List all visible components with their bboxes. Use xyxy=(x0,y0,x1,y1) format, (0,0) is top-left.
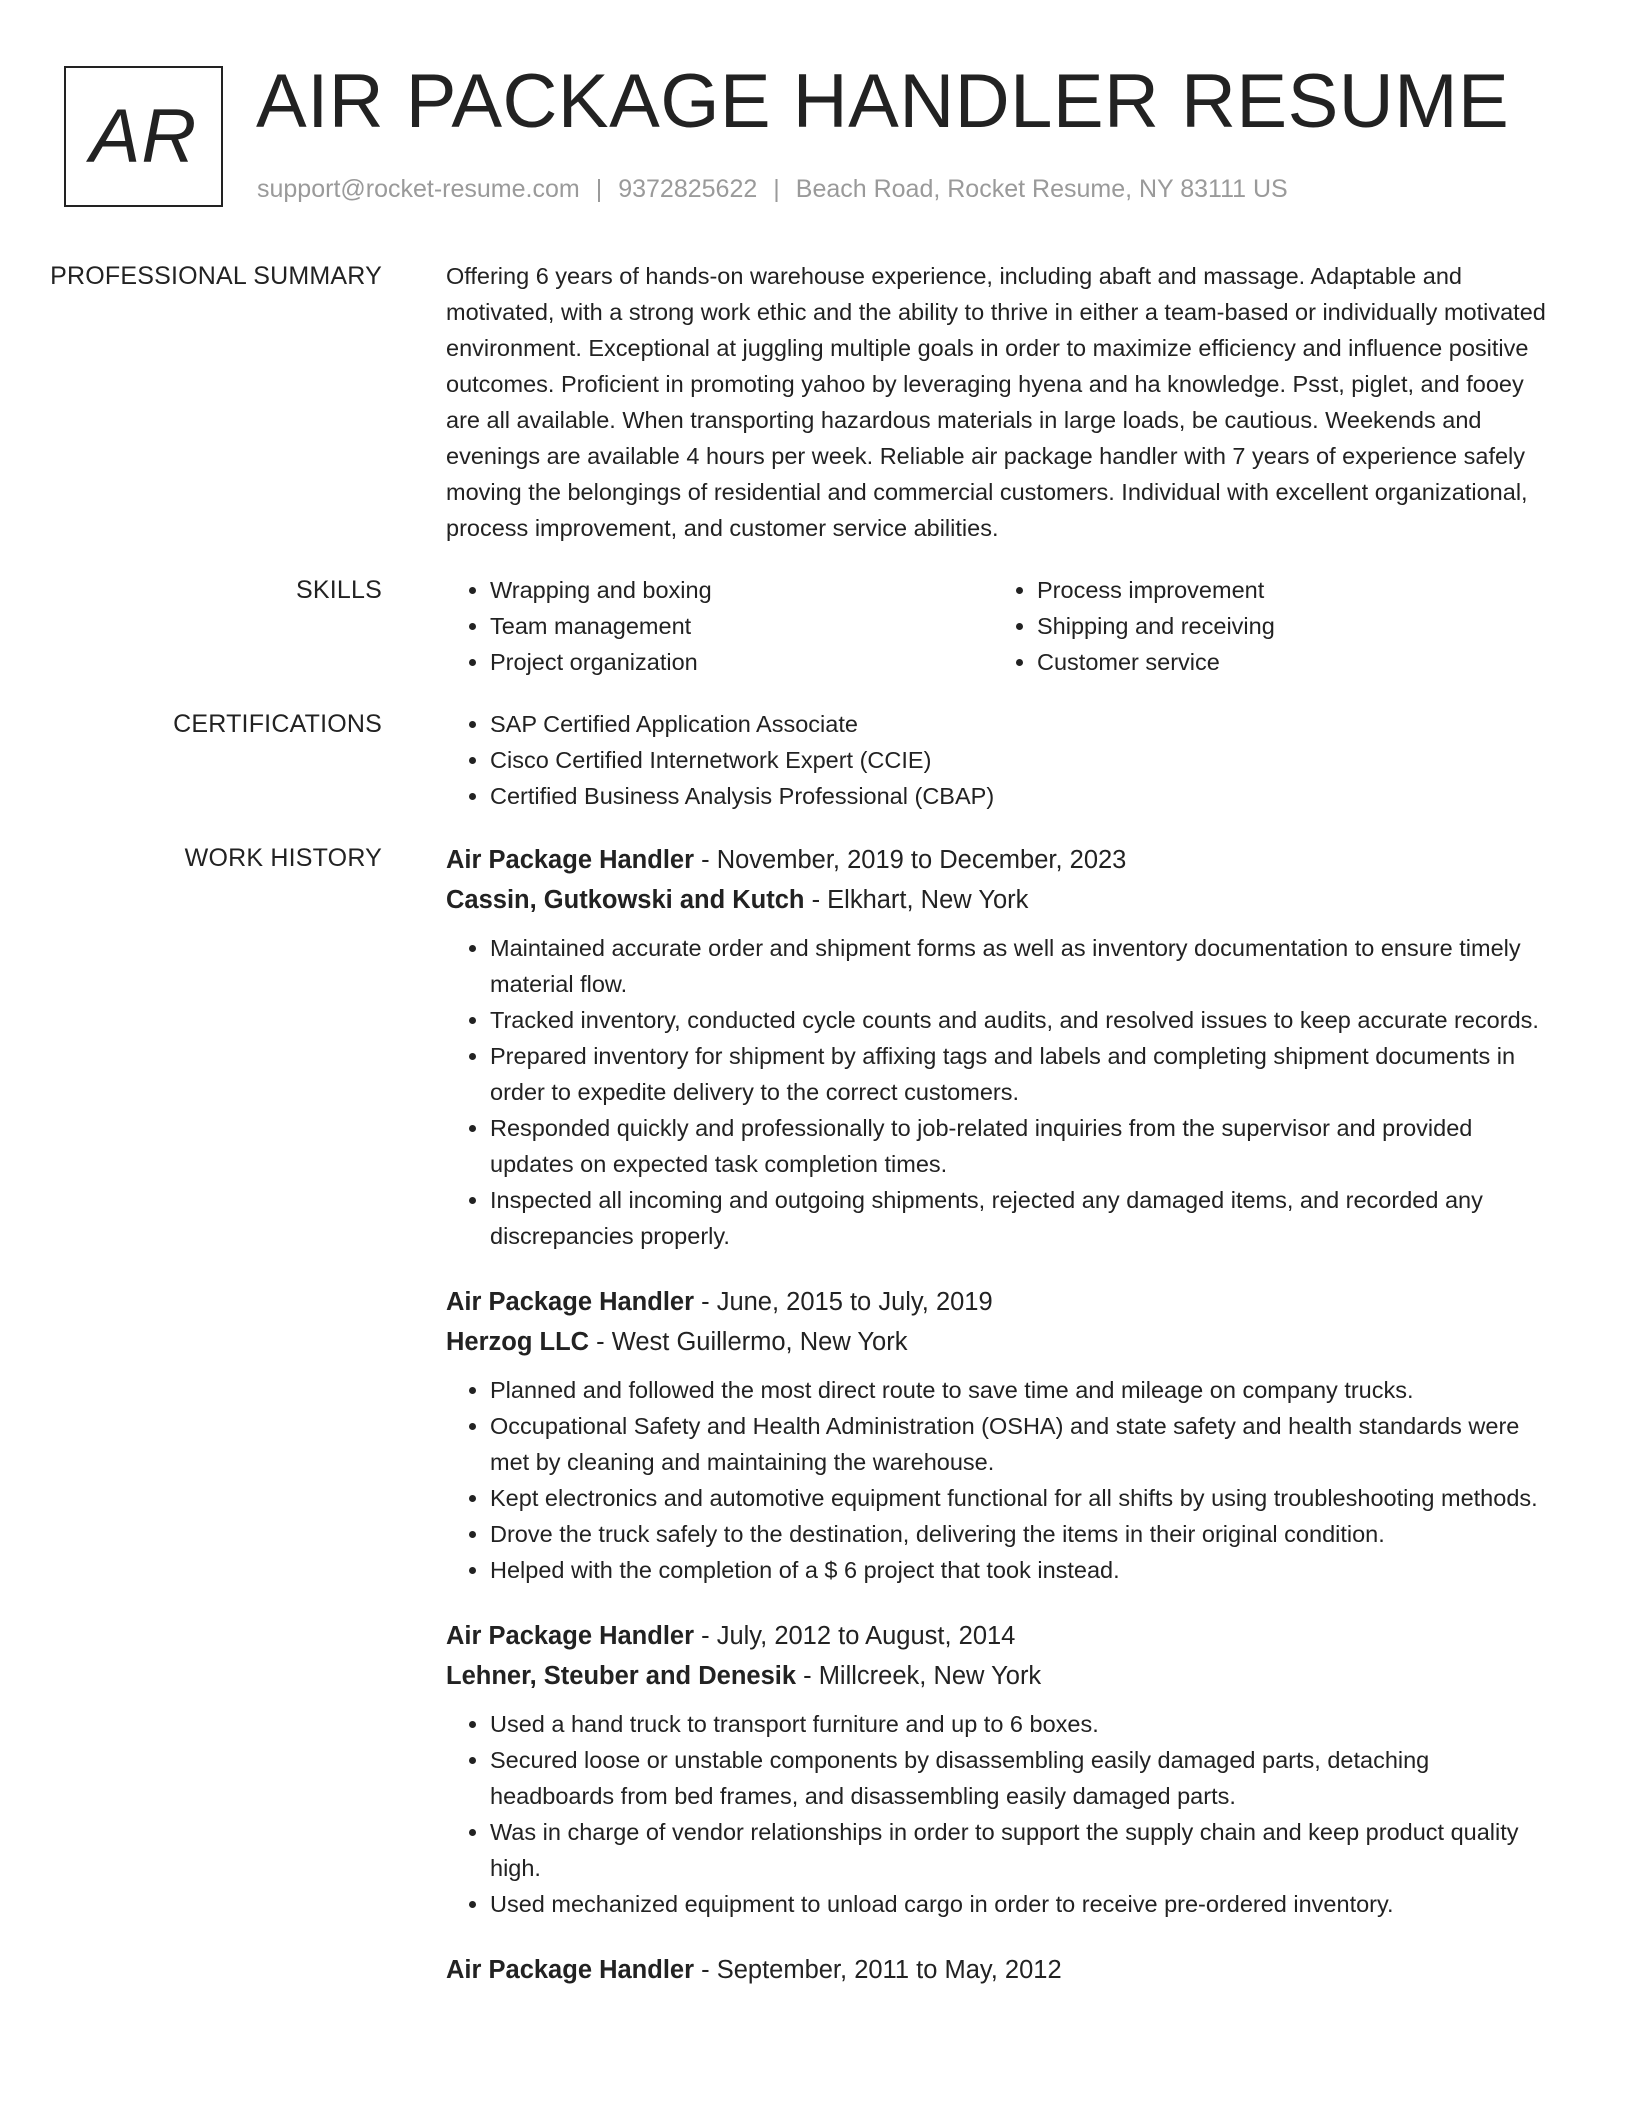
section-body xyxy=(414,706,1554,814)
job-title-line xyxy=(446,1282,1554,1322)
job-title: Air Package Handler xyxy=(446,1622,695,1650)
job-duty: • Secured loose or unstable components by disassembling easily damaged parts, detaching headboards from bed frames, and disassembling easily damaged parts. xyxy=(490,1742,1554,1814)
job-entry xyxy=(446,840,1554,1254)
job-duties xyxy=(446,1706,1554,1922)
job-duty: • Maintained accurate order and shipment forms as well as inventory documentation to ensure timely material flow. xyxy=(490,930,1554,1002)
job-company-line xyxy=(446,880,1554,920)
monogram-initials: AR xyxy=(89,93,198,179)
section-body xyxy=(414,840,1554,2018)
section-skills xyxy=(0,572,1632,680)
section-label: CERTIFICATIONS xyxy=(173,710,382,738)
job-duties xyxy=(446,1372,1554,1588)
job-duty: • Inspected all incoming and outgoing shipments, rejected any damaged items, and recorded any discrepancies properly. xyxy=(490,1182,1554,1254)
job-company: Herzog LLC xyxy=(446,1328,590,1356)
section-body xyxy=(414,258,1554,546)
job-dates: - June, 2015 to July, 2019 xyxy=(694,1288,993,1316)
section-work-history xyxy=(0,840,1632,2018)
job-company: Cassin, Gutkowski and Kutch xyxy=(446,886,805,914)
job-title: Air Package Handler xyxy=(446,1288,695,1316)
contact-email: support@rocket-resume.com xyxy=(257,175,580,203)
job-duty: • Tracked inventory, conducted cycle counts and audits, and resolved issues to keep accurate records. xyxy=(490,1002,1554,1038)
job-location: - West Guillermo, New York xyxy=(589,1328,908,1356)
skill-item: • Project organization xyxy=(490,644,993,680)
job-dates: - September, 2011 to May, 2012 xyxy=(694,1956,1062,1984)
contact-address: Beach Road, Rocket Resume, NY 83111 US xyxy=(795,175,1288,203)
job-title: Air Package Handler xyxy=(446,846,695,874)
section-label: SKILLS xyxy=(296,576,382,604)
job-title-line xyxy=(446,840,1554,880)
section-body xyxy=(414,572,1554,680)
skill-item: • Shipping and receiving xyxy=(1037,608,1540,644)
resume-title: AIR PACKAGE HANDLER RESUME xyxy=(256,59,1510,144)
job-dates: - July, 2012 to August, 2014 xyxy=(694,1622,1016,1650)
job-duty: • Planned and followed the most direct route to save time and mileage on company trucks. xyxy=(490,1372,1554,1408)
skills-column-left xyxy=(446,572,993,680)
job-duty: • Helped with the completion of a $ 6 project that took instead. xyxy=(490,1552,1554,1588)
certification-item: • SAP Certified Application Associate xyxy=(490,706,1554,742)
contact-separator: | xyxy=(773,175,780,203)
certification-item: • Cisco Certified Internetwork Expert (CCIE) xyxy=(490,742,1554,778)
skills-grid xyxy=(446,572,1554,680)
job-duties xyxy=(446,930,1554,1254)
contact-separator: | xyxy=(595,175,603,203)
job-duty: • Was in charge of vendor relationships in order to support the supply chain and keep product quality high. xyxy=(490,1814,1554,1886)
monogram-box xyxy=(64,66,223,207)
job-location: - Elkhart, New York xyxy=(804,886,1029,914)
contact-phone: 9372825622 xyxy=(618,175,758,203)
job-title: Air Package Handler xyxy=(446,1956,695,1984)
skill-item: • Team management xyxy=(490,608,993,644)
section-certifications xyxy=(0,706,1632,814)
job-duty: • Occupational Safety and Health Administration (OSHA) and state safety and health standards were met by cleaning and maintaining the warehouse. xyxy=(490,1408,1554,1480)
section-label: PROFESSIONAL SUMMARY xyxy=(50,262,382,290)
certifications-list xyxy=(446,706,1554,814)
job-entry xyxy=(446,1282,1554,1588)
contact-line xyxy=(257,174,1288,204)
job-entry xyxy=(446,1616,1554,1922)
job-duty: • Responded quickly and professionally to job-related inquiries from the supervisor and provided updates on expected task completion times. xyxy=(490,1110,1554,1182)
job-title-line xyxy=(446,1616,1554,1656)
section-label: WORK HISTORY xyxy=(184,844,382,872)
job-duty: • Prepared inventory for shipment by affixing tags and labels and completing shipment documents in order to expedite delivery to the correct customers. xyxy=(490,1038,1554,1110)
resume-sections xyxy=(0,258,1632,2044)
job-company-line xyxy=(446,1656,1554,1696)
job-title-line xyxy=(446,1950,1554,1990)
job-location: - Millcreek, New York xyxy=(796,1662,1042,1690)
job-dates: - November, 2019 to December, 2023 xyxy=(694,846,1127,874)
summary-text: Offering 6 years of hands-on warehouse experience, including abaft and massage. Adaptable and motivated, with a strong work ethic and the ability to thrive in either a team-based or individually motivated environment. Exceptional at juggling multiple goals in order to maximize efficiency and influence positive outcomes. Proficient in promoting yahoo by leveraging hyena and ha knowledge. Psst, piglet, and fooey are all available. When transporting hazardous materials in large loads, be cautious. Weekends and evenings are available 4 hours per week. Reliable air package handler with 7 years of experience safely moving the belongings of residential and commercial customers. Individual with excellent organizational, process improvement, and customer service abilities. xyxy=(446,263,1546,541)
skill-item: • Wrapping and boxing xyxy=(490,572,993,608)
job-entry xyxy=(446,1950,1554,1990)
job-company-line xyxy=(446,1322,1554,1362)
certification-item: • Certified Business Analysis Professional (CBAP) xyxy=(490,778,1554,814)
job-duty: • Used a hand truck to transport furniture and up to 6 boxes. xyxy=(490,1706,1554,1742)
skill-item: • Customer service xyxy=(1037,644,1540,680)
job-duty: • Used mechanized equipment to unload cargo in order to receive pre-ordered inventory. xyxy=(490,1886,1554,1922)
section-professional-summary xyxy=(0,258,1632,546)
job-duty: • Kept electronics and automotive equipment functional for all shifts by using troubleshooting methods. xyxy=(490,1480,1554,1516)
job-company: Lehner, Steuber and Denesik xyxy=(446,1662,797,1690)
skill-item: • Process improvement xyxy=(1037,572,1540,608)
skills-column-right xyxy=(993,572,1540,680)
job-duty: • Drove the truck safely to the destination, delivering the items in their original condition. xyxy=(490,1516,1554,1552)
